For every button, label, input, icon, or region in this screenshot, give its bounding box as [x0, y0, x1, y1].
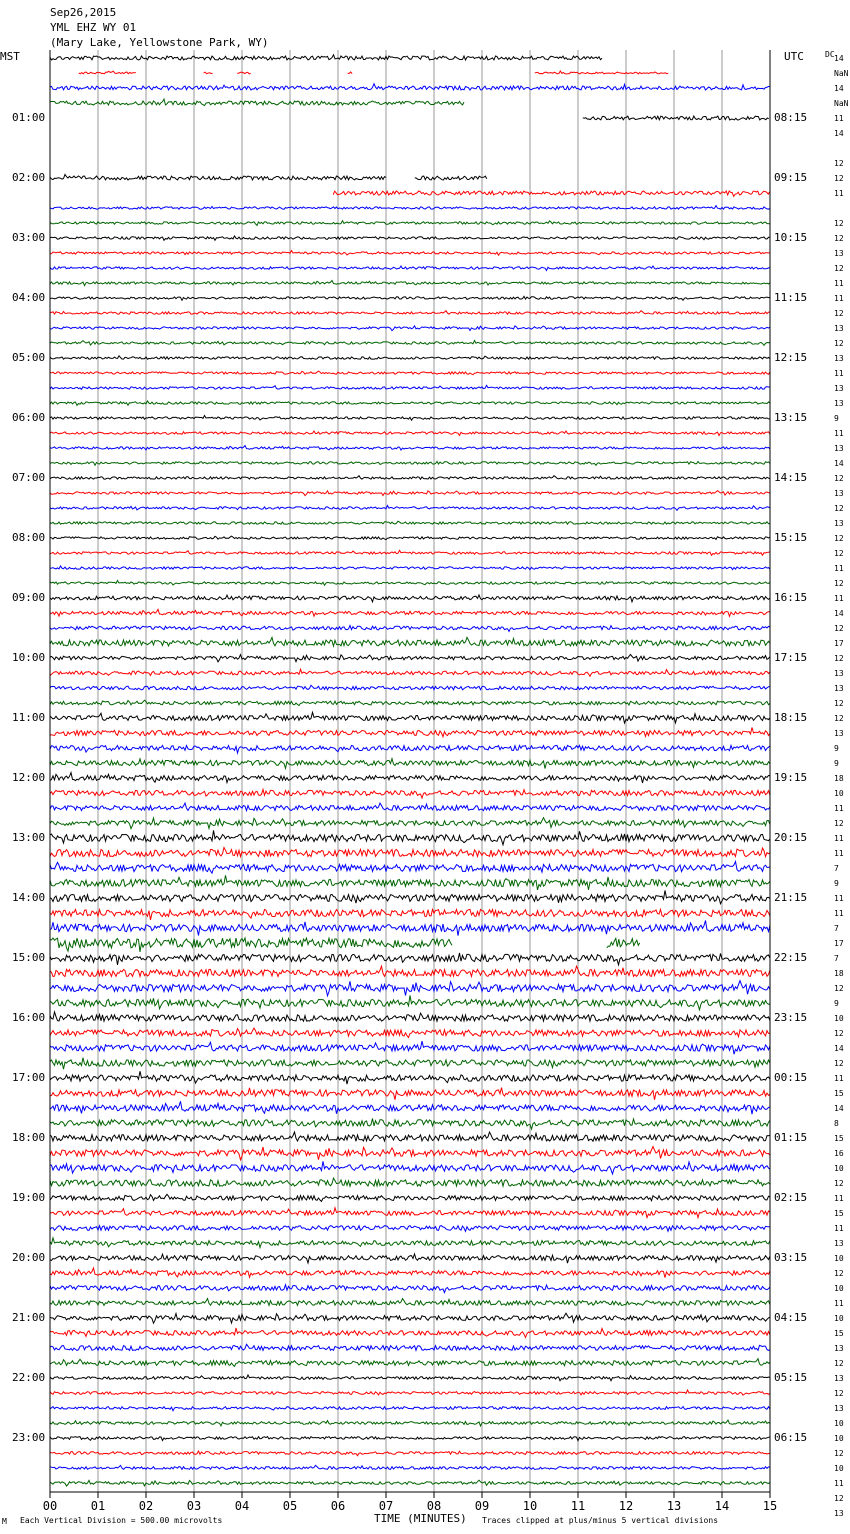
dc-offset-label: 14: [834, 84, 844, 93]
trace-row-92: [50, 1437, 770, 1441]
trace-row-16: [50, 296, 770, 300]
scale-note: Each Vertical Division = 500.00 microvolts: [20, 1516, 223, 1525]
dc-offset-label: 12: [834, 1269, 844, 1278]
dc-offset-label: 9: [834, 744, 839, 753]
dc-offset-label: 10: [834, 1284, 844, 1293]
dc-offset-label: 11: [834, 594, 844, 603]
dc-offset-label: 10: [834, 1419, 844, 1428]
trace-row-90: [50, 1407, 770, 1411]
trace-row-43: [50, 700, 770, 705]
dc-offset-label: 12: [834, 339, 844, 348]
dc-offset-label: 12: [834, 219, 844, 228]
mst-hour-label: 08:00: [12, 531, 46, 544]
dc-offset-label: 12: [834, 174, 844, 183]
utc-hour-label: 00:15: [774, 1071, 808, 1084]
trace-row-18: [50, 326, 770, 331]
trace-row-31: [50, 521, 770, 524]
dc-column-title: DC: [825, 50, 835, 59]
trace-row-2: [50, 84, 770, 90]
trace-row-1-seg-4: [535, 71, 669, 74]
dc-offset-label: 12: [834, 1449, 844, 1458]
trace-row-81: [50, 1268, 770, 1278]
station-label: YML EHZ WY 01: [50, 21, 137, 34]
utc-hour-label: 08:15: [774, 111, 808, 124]
trace-row-1-seg-3: [348, 72, 353, 74]
trace-row-4: [583, 116, 769, 120]
trace-row-51: [50, 818, 770, 829]
trace-row-70: [50, 1101, 770, 1114]
trace-row-57: [50, 909, 770, 920]
mst-hour-label: 14:00: [12, 891, 46, 904]
x-tick-label: 03: [186, 1499, 202, 1513]
trace-row-17: [50, 311, 770, 315]
trace-row-61: [50, 966, 770, 977]
trace-row-9: [333, 191, 770, 196]
dc-offset-label: 12: [834, 984, 844, 993]
dc-offset-label: 11: [834, 114, 844, 123]
dc-offset-label: 14: [834, 609, 844, 618]
trace-row-94: [50, 1465, 770, 1469]
trace-row-83: [50, 1299, 770, 1306]
dc-offset-label: 12: [834, 234, 844, 243]
trace-row-21: [50, 371, 770, 375]
dc-offset-label: 10: [834, 1254, 844, 1263]
minute-grid: [50, 50, 770, 1492]
trace-row-20: [50, 356, 770, 359]
mst-axis-title: MST: [0, 50, 20, 63]
utc-hour-label: 12:15: [774, 351, 808, 364]
x-tick-label: 09: [474, 1499, 490, 1513]
utc-hour-label: 21:15: [774, 891, 808, 904]
dc-offset-label: 11: [834, 804, 844, 813]
dc-offset-label: 10: [834, 789, 844, 798]
mst-hour-label: 20:00: [12, 1251, 46, 1264]
utc-hour-label: 23:15: [774, 1011, 808, 1024]
trace-row-66: [50, 1041, 770, 1054]
trace-row-65: [50, 1028, 770, 1037]
trace-row-75: [50, 1178, 770, 1186]
trace-row-55: [50, 875, 770, 890]
dc-offset-label: 12: [834, 264, 844, 273]
trace-row-40: [50, 654, 770, 662]
trace-row-10: [50, 206, 770, 210]
dc-offset-label: 9: [834, 999, 839, 1008]
dc-offset-label: 12: [834, 549, 844, 558]
trace-row-1-seg-2: [237, 72, 251, 74]
dc-offset-label: 12: [834, 534, 844, 543]
dc-offset-label: 10: [834, 1014, 844, 1023]
trace-row-8-seg-1: [415, 176, 487, 180]
dc-offset-label: 14: [834, 1104, 844, 1113]
trace-row-44: [50, 712, 770, 723]
trace-row-34: [50, 566, 770, 570]
dc-offset-label: 11: [834, 429, 844, 438]
trace-row-49: [50, 789, 770, 798]
dc-offset-label: 13: [834, 1344, 844, 1353]
mst-hour-label: 01:00: [12, 111, 46, 124]
utc-hour-label: 01:15: [774, 1131, 808, 1144]
dc-offset-label: 13: [834, 684, 844, 693]
x-axis: [43, 50, 777, 1513]
trace-row-53: [50, 848, 770, 857]
trace-row-22: [50, 385, 770, 389]
clip-note: Traces clipped at plus/minus 5 vertical divisions: [482, 1516, 719, 1525]
dc-offset-label: 12: [834, 309, 844, 318]
trace-row-36: [50, 595, 770, 602]
utc-hour-label: 15:15: [774, 531, 808, 544]
trace-row-13: [50, 251, 770, 256]
trace-row-82: [50, 1285, 770, 1293]
dc-offset-label: 12: [834, 474, 844, 483]
dc-offset-label: 13: [834, 669, 844, 678]
dc-offset-label: 15: [834, 1089, 844, 1098]
dc-offset-label: 11: [834, 834, 844, 843]
trace-row-56: [50, 890, 770, 903]
trace-row-37: [50, 609, 770, 616]
trace-row-60: [50, 953, 770, 965]
trace-row-95: [50, 1480, 770, 1486]
dc-offset-label: 12: [834, 579, 844, 588]
utc-hour-label: 03:15: [774, 1251, 808, 1264]
dc-offset-label: 7: [834, 924, 839, 933]
dc-offset-label: 10: [834, 1464, 844, 1473]
trace-row-30: [50, 506, 770, 511]
dc-offset-label: 13: [834, 1239, 844, 1248]
mst-hour-label: 11:00: [12, 711, 46, 724]
trace-row-54: [50, 862, 770, 874]
dc-offset-label: 12: [834, 1494, 844, 1503]
dc-offset-label: 11: [834, 1074, 844, 1083]
dc-offset-label: 7: [834, 954, 839, 963]
dc-offset-label: 15: [834, 1329, 844, 1338]
dc-offset-label: 14: [834, 54, 844, 63]
trace-row-77: [50, 1208, 770, 1218]
mst-hour-label: 23:00: [12, 1431, 46, 1444]
trace-row-27: [50, 461, 770, 465]
mst-hour-label: 07:00: [12, 471, 46, 484]
dc-offset-label: 11: [834, 1479, 844, 1488]
x-tick-label: 10: [522, 1499, 538, 1513]
trace-row-0: [50, 55, 602, 60]
trace-row-46: [50, 745, 770, 753]
dc-offset-label: 12: [834, 699, 844, 708]
trace-row-8-seg-0: [50, 175, 386, 181]
dc-offset-label: 11: [834, 849, 844, 858]
dc-offset-label: 11: [834, 279, 844, 288]
dc-offset-label: 14: [834, 129, 844, 138]
dc-offset-label: 16: [834, 1149, 844, 1158]
x-tick-label: 12: [618, 1499, 634, 1513]
dc-offset-label: 12: [834, 1359, 844, 1368]
utc-hour-label: 18:15: [774, 711, 808, 724]
dc-offset-label: 13: [834, 324, 844, 333]
mst-hour-label: 05:00: [12, 351, 46, 364]
trace-row-41: [50, 669, 770, 676]
dc-offset-label: 12: [834, 1029, 844, 1038]
mst-hour-label: 10:00: [12, 651, 46, 664]
trace-row-78: [50, 1226, 770, 1232]
dc-offset-label: 17: [834, 639, 844, 648]
x-tick-label: 07: [378, 1499, 394, 1513]
dc-offset-label: 11: [834, 1194, 844, 1203]
trace-row-86: [50, 1344, 770, 1350]
utc-hour-label: 13:15: [774, 411, 808, 424]
trace-row-35: [50, 581, 770, 586]
mst-hour-label: 04:00: [12, 291, 46, 304]
utc-hour-label: 02:15: [774, 1191, 808, 1204]
mst-hour-label: 19:00: [12, 1191, 46, 1204]
trace-row-39: [50, 637, 770, 646]
trace-row-29: [50, 491, 770, 496]
mst-hour-label: 13:00: [12, 831, 46, 844]
trace-row-64: [50, 1012, 770, 1021]
trace-row-52: [50, 830, 770, 844]
trace-row-76: [50, 1194, 770, 1201]
trace-row-88: [50, 1375, 770, 1381]
trace-row-50: [50, 803, 770, 811]
trace-row-68: [50, 1071, 770, 1084]
dc-offset-label: 15: [834, 1209, 844, 1218]
trace-row-91: [50, 1420, 770, 1426]
dc-offset-label: 13: [834, 729, 844, 738]
trace-row-93: [50, 1451, 770, 1456]
trace-row-74: [50, 1161, 770, 1174]
trace-row-28: [50, 476, 770, 480]
utc-hour-label: 22:15: [774, 951, 808, 964]
trace-row-67: [50, 1058, 770, 1069]
dc-offset-label: NaN: [834, 99, 849, 108]
dc-offset-label: 10: [834, 1164, 844, 1173]
trace-row-11: [50, 221, 770, 226]
x-tick-label: 13: [666, 1499, 682, 1513]
trace-row-58: [50, 921, 770, 936]
dc-offset-label: 11: [834, 1224, 844, 1233]
x-tick-label: 04: [234, 1499, 250, 1513]
dc-offset-label: 10: [834, 1434, 844, 1443]
dc-offset-label: 14: [834, 459, 844, 468]
mst-hour-label: 02:00: [12, 171, 46, 184]
mst-hour-label: 22:00: [12, 1371, 46, 1384]
dc-offset-label: 13: [834, 1404, 844, 1413]
utc-hour-label: 04:15: [774, 1311, 808, 1324]
trace-row-87: [50, 1359, 770, 1367]
utc-hour-label: 09:15: [774, 171, 808, 184]
mst-hour-label: 18:00: [12, 1131, 46, 1144]
trace-lines: [50, 55, 770, 1486]
mst-hour-label: 17:00: [12, 1071, 46, 1084]
dc-offset-label: 13: [834, 444, 844, 453]
mst-hour-label: 16:00: [12, 1011, 46, 1024]
trace-row-84: [50, 1313, 770, 1323]
trace-row-85: [50, 1328, 770, 1338]
x-tick-label: 08: [426, 1499, 442, 1513]
dc-offset-label: NaN: [834, 69, 849, 78]
trace-row-62: [50, 981, 770, 996]
trace-row-24: [50, 416, 770, 421]
dc-offset-label: 13: [834, 384, 844, 393]
x-tick-label: 05: [282, 1499, 298, 1513]
trace-row-19: [50, 341, 770, 346]
dc-offset-label: 8: [834, 1119, 839, 1128]
dc-offset-label: 11: [834, 189, 844, 198]
dc-offset-label: 12: [834, 819, 844, 828]
mst-hour-label: 06:00: [12, 411, 46, 424]
dc-offset-label: 14: [834, 1044, 844, 1053]
dc-offset-label: 11: [834, 894, 844, 903]
trace-row-1-seg-0: [79, 71, 136, 74]
mst-hour-label: 21:00: [12, 1311, 46, 1324]
trace-row-26: [50, 446, 770, 451]
dc-offset-label: 11: [834, 369, 844, 378]
trace-row-80: [50, 1254, 770, 1263]
mst-hour-label: 15:00: [12, 951, 46, 964]
trace-row-25: [50, 431, 770, 436]
trace-row-42: [50, 685, 770, 690]
x-tick-label: 01: [90, 1499, 106, 1513]
dc-offset-label: 9: [834, 879, 839, 888]
dc-offset-label: 13: [834, 489, 844, 498]
utc-axis-title: UTC: [784, 50, 804, 63]
dc-offset-label: 13: [834, 1374, 844, 1383]
dc-offset-label: 15: [834, 1134, 844, 1143]
utc-hour-label: 19:15: [774, 771, 808, 784]
x-tick-label: 14: [714, 1499, 730, 1513]
dc-offset-label: 11: [834, 564, 844, 573]
trace-row-14: [50, 266, 770, 271]
utc-hour-label: 14:15: [774, 471, 808, 484]
utc-hour-label: 10:15: [774, 231, 808, 244]
trace-row-48: [50, 773, 770, 783]
utc-hour-label: 05:15: [774, 1371, 808, 1384]
mst-hour-label: 03:00: [12, 231, 46, 244]
trace-row-59-seg-1: [607, 938, 640, 947]
trace-row-23: [50, 401, 770, 405]
dc-offset-label: 12: [834, 504, 844, 513]
trace-row-69: [50, 1088, 770, 1100]
dc-offset-label: 9: [834, 414, 839, 423]
dc-offset-label: 11: [834, 909, 844, 918]
dc-offset-label: 18: [834, 774, 844, 783]
trace-row-3: [50, 99, 464, 106]
trace-row-79: [50, 1238, 770, 1248]
dc-offset-label: 12: [834, 1179, 844, 1188]
x-tick-label: 02: [138, 1499, 154, 1513]
dc-offset-label: 12: [834, 1059, 844, 1068]
dc-offset-label: 11: [834, 1299, 844, 1308]
trace-row-72: [50, 1132, 770, 1141]
trace-row-33: [50, 550, 770, 555]
location-label: (Mary Lake, Yellowstone Park, WY): [50, 36, 269, 49]
trace-row-63: [50, 995, 770, 1009]
trace-row-15: [50, 281, 770, 286]
utc-hour-label: 20:15: [774, 831, 808, 844]
trace-row-12: [50, 236, 770, 240]
trace-row-32: [50, 536, 770, 540]
dc-offset-label: 13: [834, 249, 844, 258]
utc-hour-label: 11:15: [774, 291, 808, 304]
dc-offset-label: 12: [834, 624, 844, 633]
x-tick-label: 00: [42, 1499, 58, 1513]
dc-offset-label: 11: [834, 294, 844, 303]
trace-row-73: [50, 1147, 770, 1160]
mst-hour-label: 09:00: [12, 591, 46, 604]
dc-offset-label: 12: [834, 159, 844, 168]
dc-offset-label: 12: [834, 654, 844, 663]
trace-row-47: [50, 759, 770, 769]
dc-offset-label: 13: [834, 399, 844, 408]
mst-hour-label: 12:00: [12, 771, 46, 784]
dc-offset-label: 12: [834, 1389, 844, 1398]
dc-offset-label: 13: [834, 354, 844, 363]
date-label: Sep26,2015: [50, 6, 117, 19]
x-tick-label: 11: [570, 1499, 586, 1513]
trace-row-1-seg-1: [204, 72, 213, 74]
dc-offset-label: 13: [834, 1509, 844, 1518]
trace-row-45: [50, 728, 770, 737]
utc-hour-label: 06:15: [774, 1431, 808, 1444]
trace-row-89: [50, 1390, 770, 1395]
trace-row-71: [50, 1119, 770, 1130]
utc-hour-label: 16:15: [774, 591, 808, 604]
x-tick-label: 06: [330, 1499, 346, 1513]
dc-offset-label: 10: [834, 1314, 844, 1323]
trace-row-59-seg-0: [50, 938, 452, 952]
corner-mark: M: [2, 1517, 7, 1526]
x-axis-label: TIME (MINUTES): [374, 1512, 467, 1525]
dc-offset-label: 9: [834, 759, 839, 768]
dc-offset-label: 12: [834, 714, 844, 723]
dc-offset-label: 17: [834, 939, 844, 948]
dc-offset-label: 13: [834, 519, 844, 528]
x-tick-label: 15: [762, 1499, 778, 1513]
trace-row-38: [50, 626, 770, 632]
dc-offset-label: 7: [834, 864, 839, 873]
utc-hour-label: 17:15: [774, 651, 808, 664]
dc-offset-label: 18: [834, 969, 844, 978]
